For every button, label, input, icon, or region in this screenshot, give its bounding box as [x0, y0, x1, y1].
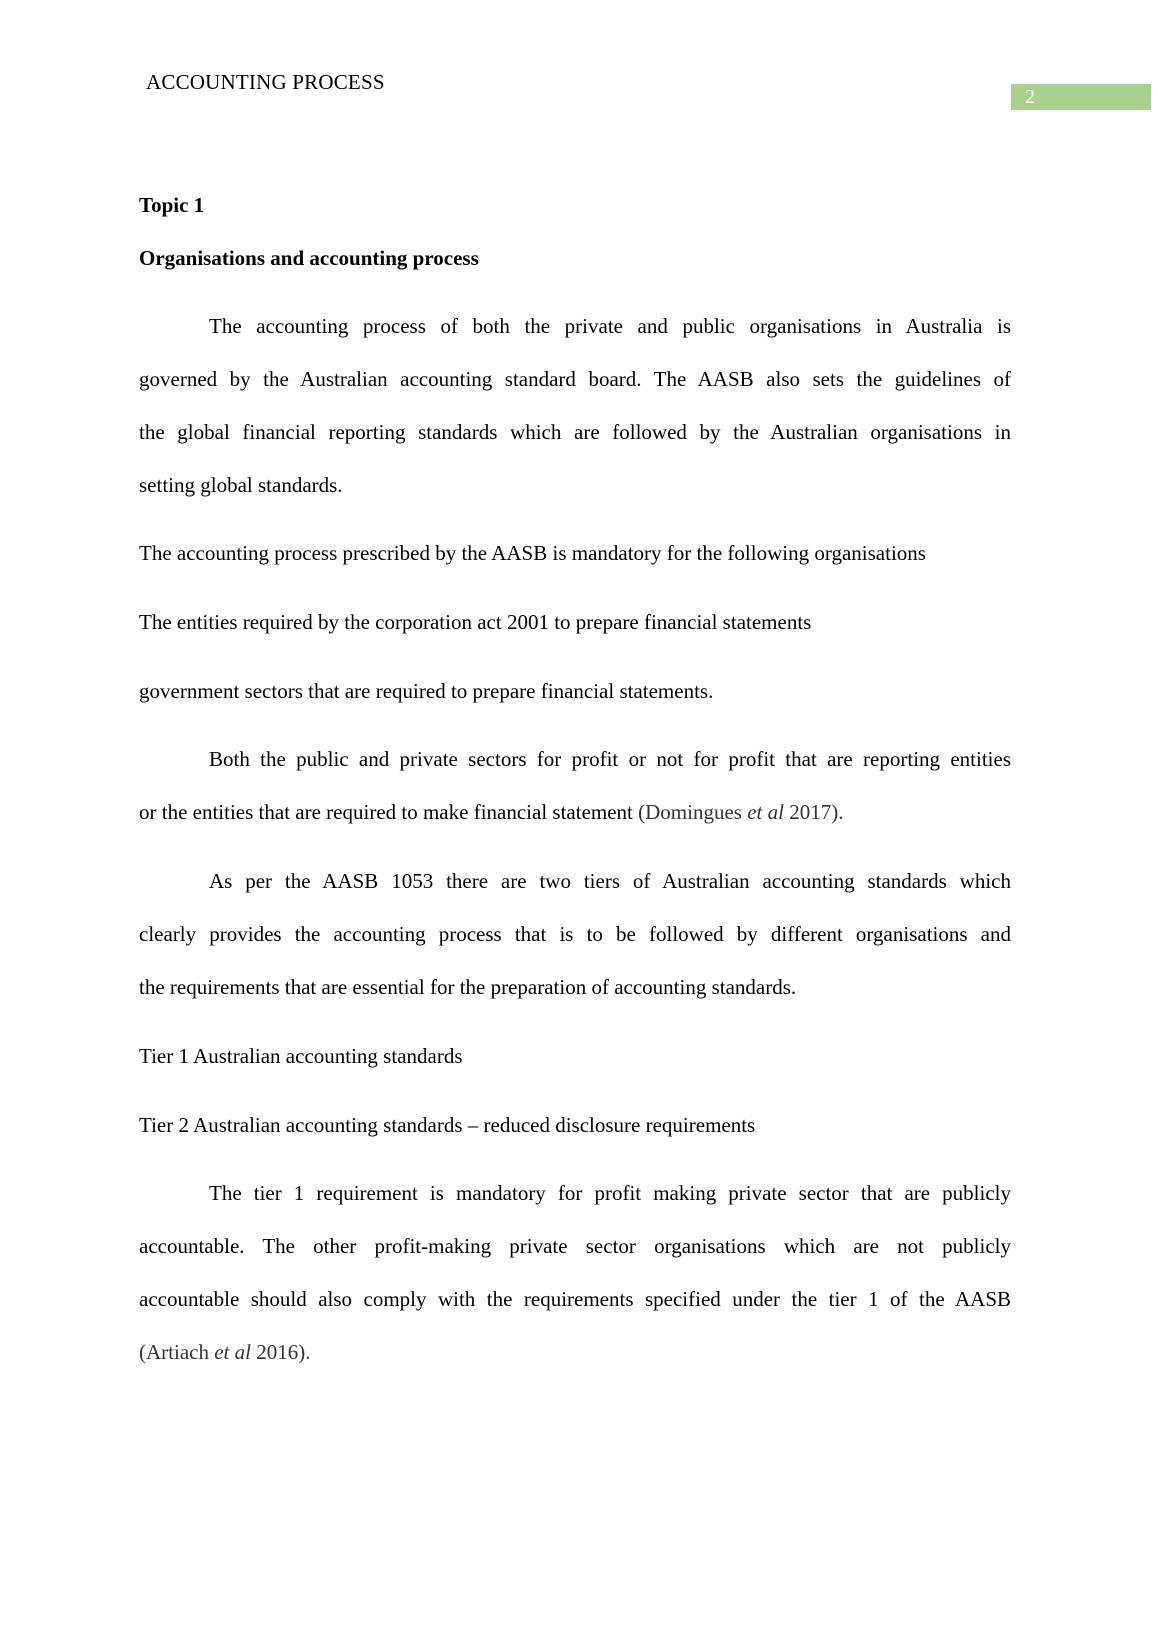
paragraph-text: or the entities that are required to make financial statement — [139, 800, 639, 824]
citation — [139, 1340, 1011, 1364]
citation-author: (Artiach — [139, 1340, 215, 1364]
topic-heading: Topic 1 — [139, 193, 205, 217]
paragraph-line: accountable. The other profit-making private sector organisations which are not publicly — [139, 1234, 1011, 1258]
page-number-badge: 2 — [1011, 84, 1151, 110]
paragraph-line: Both the public and private sectors for profit or not for profit that are reporting entities — [209, 747, 1011, 771]
running-header-title: ACCOUNTING PROCESS — [146, 70, 385, 94]
paragraph-line: As per the AASB 1053 there are two tiers of Australian accounting standards which — [209, 869, 1011, 893]
paragraph-line: clearly provides the accounting process that is to be followed by different organisations and — [139, 922, 1011, 946]
citation-etal: et al — [214, 1340, 251, 1364]
citation-year: 2017). — [783, 800, 844, 824]
paragraph-line: The accounting process prescribed by the AASB is mandatory for the following organisations — [139, 541, 926, 565]
paragraph-line: setting global standards. — [139, 473, 343, 497]
citation — [638, 800, 843, 824]
paragraph-line: the requirements that are essential for the preparation of accounting standards. — [139, 975, 797, 999]
paragraph-line: accountable should also comply with the requirements specified under the tier 1 of the AASB — [139, 1287, 1011, 1311]
paragraph-line: government sectors that are required to prepare financial statements. — [139, 679, 714, 703]
paragraph-line: The accounting process of both the private and public organisations in Australia is — [209, 314, 1011, 338]
paragraph-line: The tier 1 requirement is mandatory for profit making private sector that are publicly — [209, 1181, 1011, 1205]
citation-etal: et al — [747, 800, 784, 824]
paragraph-line: The entities required by the corporation act 2001 to prepare financial statements — [139, 610, 812, 634]
tier-2-label: Tier 2 Australian accounting standards – reduced disclosure requirements — [139, 1113, 756, 1137]
paragraph-line: the global financial reporting standards which are followed by the Australian organisations in — [139, 420, 1011, 444]
paragraph-line-with-citation — [139, 800, 1011, 824]
citation-author: (Domingues — [638, 800, 748, 824]
citation-year: 2016). — [250, 1340, 311, 1364]
section-heading: Organisations and accounting process — [139, 246, 479, 270]
tier-1-label: Tier 1 Australian accounting standards — [139, 1044, 463, 1068]
paragraph-line: governed by the Australian accounting standard board. The AASB also sets the guidelines of — [139, 367, 1011, 391]
